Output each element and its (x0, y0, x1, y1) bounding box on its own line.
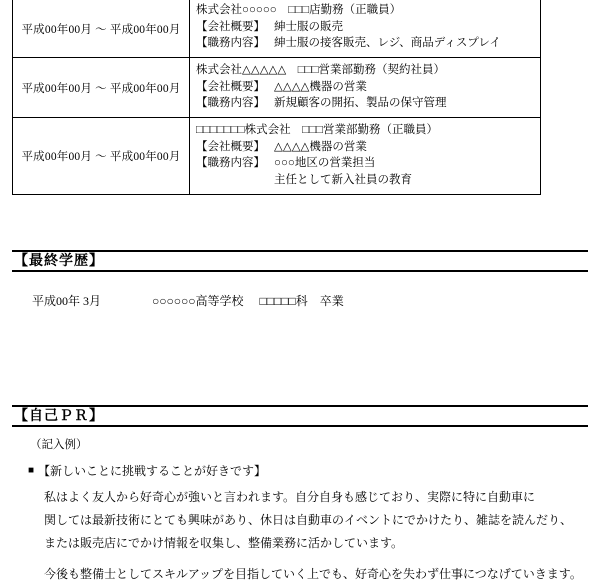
company-overview-line (196, 19, 534, 36)
period-text: 平成00年00月 ～ 平成00年00月 (21, 150, 181, 163)
detail-cell (190, 118, 541, 195)
education-heading-text: 【最終学歴】 (14, 254, 104, 269)
self-pr-section-heading (12, 405, 588, 427)
job-duties-value: 新規顧客の開拓、製品の保守管理 (274, 97, 447, 110)
self-pr-heading-text: 【自己ＰＲ】 (14, 409, 104, 424)
job-duties-line (196, 35, 534, 52)
job-duties-line (196, 95, 534, 112)
table-row (13, 58, 541, 118)
job-duties-extra: 主任として新入社員の教育 (274, 174, 412, 187)
company-overview-line (196, 139, 534, 156)
job-duties-value: 紳士服の接客販売、レジ、商品ディスプレイ (274, 37, 501, 50)
period-cell (13, 58, 190, 118)
company-line: 株式会社△△△△△ □□□営業部勤務（契約社員） (196, 64, 446, 77)
self-pr-body (44, 486, 582, 586)
table-row (13, 0, 541, 58)
work-history-table (12, 0, 541, 195)
education-section-heading (12, 250, 588, 272)
job-duties-label: 【職務内容】 (196, 97, 265, 110)
company-overview-label: 【会社概要】 (196, 20, 265, 33)
company-overview-label: 【会社概要】 (196, 140, 265, 153)
detail-cell (190, 0, 541, 58)
job-duties-line (196, 155, 534, 172)
self-pr-paragraph: または販売店にでかけ情報を収集し、整備業務に活かしています。 (44, 536, 404, 550)
self-pr-title-line (28, 462, 266, 479)
period-text: 平成00年00月 ～ 平成00年00月 (21, 82, 181, 95)
education-date: 平成00年 3月 (32, 294, 102, 308)
company-overview-line (196, 79, 534, 96)
self-pr-title-text: 【新しいことに挑戦することが好きです】 (38, 464, 267, 478)
education-school: ○○○○○○高等学校 (152, 294, 244, 308)
company-overview-label: 【会社概要】 (196, 80, 265, 93)
company-overview-value: △△△△機器の営業 (274, 80, 367, 93)
job-duties-label: 【職務内容】 (196, 37, 265, 50)
period-cell (13, 118, 190, 195)
self-pr-paragraph: 私はよく友人から好奇心が強いと言われます。自分自身も感じており、実際に特に自動車に (44, 490, 536, 504)
education-department: □□□□□科 卒業 (259, 294, 344, 308)
square-bullet-icon: ■ (28, 465, 35, 476)
job-duties-value: ○○○地区の営業担当 (274, 157, 376, 170)
period-cell (13, 0, 190, 58)
company-overview-value: 紳士服の販売 (274, 20, 343, 33)
company-overview-value: △△△△機器の営業 (274, 140, 367, 153)
period-text: 平成00年00月 ～ 平成00年00月 (21, 23, 181, 36)
job-duties-label: 【職務内容】 (196, 157, 265, 170)
detail-cell (190, 58, 541, 118)
company-line: 株式会社○○○○○ □□□店勤務（正職員） (196, 4, 402, 16)
self-pr-note: （記入例） (30, 439, 88, 451)
education-row (12, 292, 588, 309)
company-line: □□□□□□□株式会社 □□□営業部勤務（正職員） (196, 124, 438, 137)
self-pr-paragraph: 関しては最新技術にとても興味があり、休日は自動車のイベントにでかけたり、雑誌を読んだり、 (44, 513, 573, 527)
self-pr-closing: 今後も整備士としてスキルアップを目指していく上でも、好奇心を失わず仕事につなげていきます。 (44, 567, 582, 581)
table-row (13, 118, 541, 195)
